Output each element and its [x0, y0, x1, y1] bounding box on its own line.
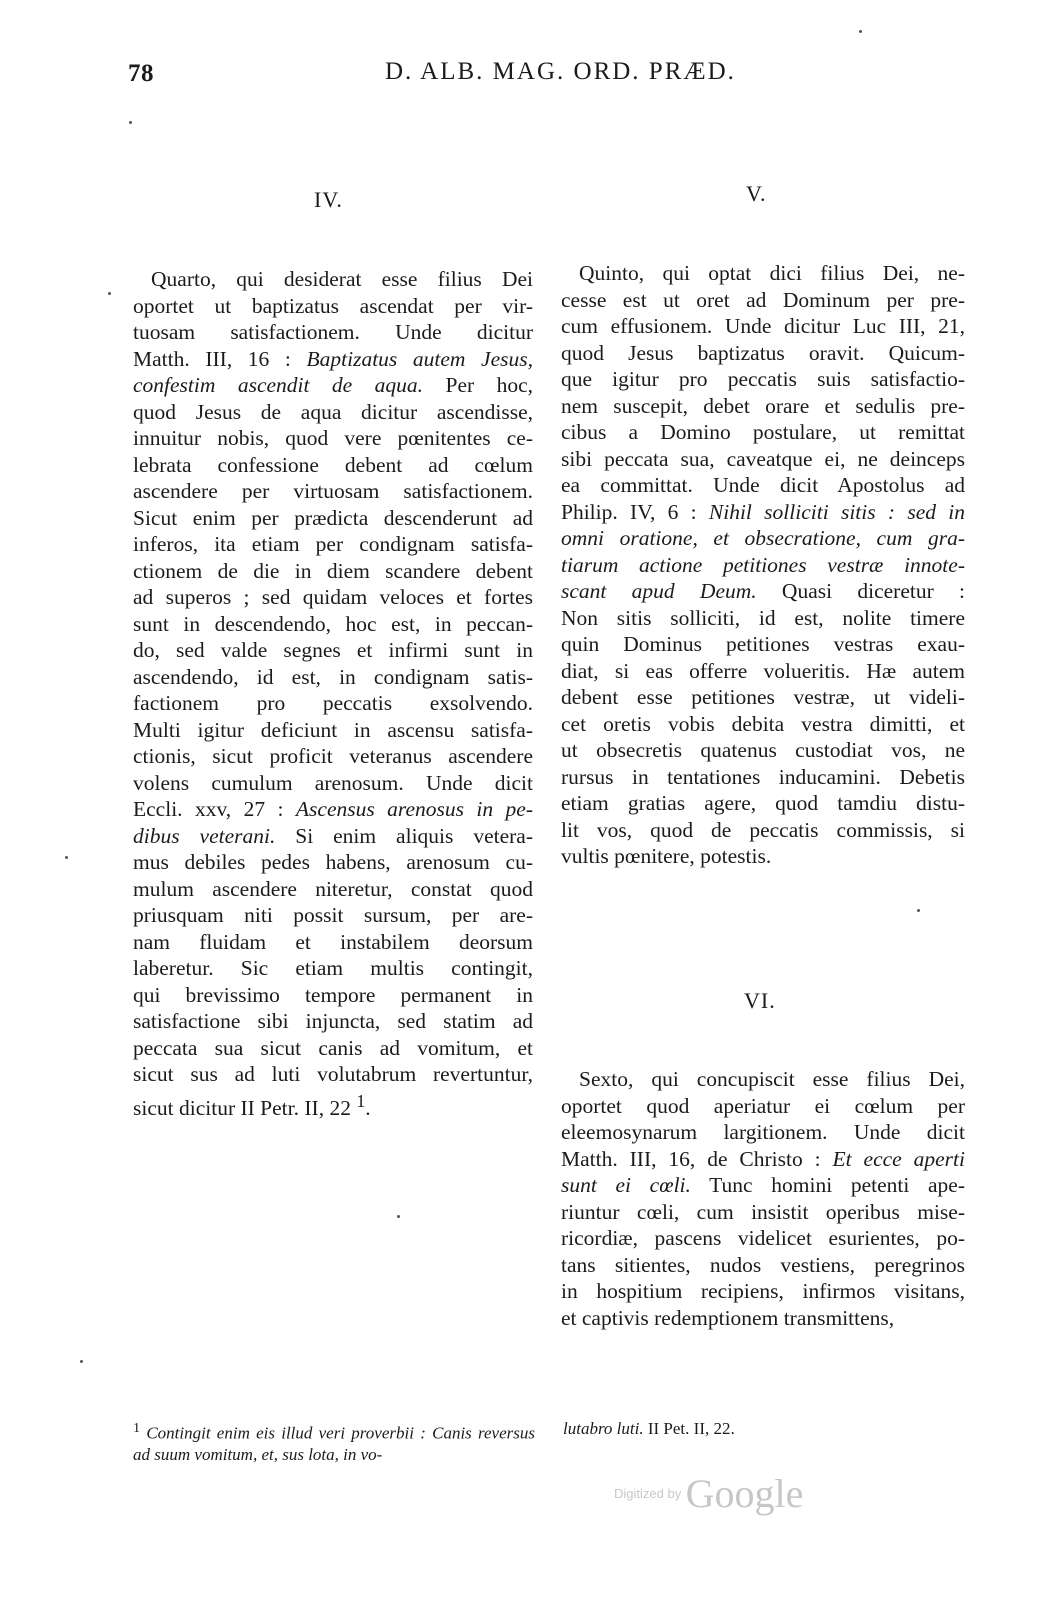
text-line: do, sed valde segnes et infirmi sunt in — [133, 638, 533, 662]
text-line: et captivis redemptionem transmittens, — [561, 1305, 895, 1330]
section-numeral-vi: VI. — [744, 988, 776, 1013]
text-line: debent esse petitiones vestræ, ut videli- — [561, 685, 965, 709]
watermark-prefix: Digitized by — [614, 1486, 682, 1501]
text-line: omni oratione, et obsecratione, cum gra- — [561, 526, 965, 550]
text-line: tiarum actione petitiones vestræ innote- — [561, 552, 965, 577]
google-watermark — [614, 1470, 803, 1517]
page-number: 78 — [128, 60, 154, 87]
text-line: volens cumulum arenosum. Unde dicit — [133, 770, 533, 795]
text-line: ascendere per virtuosam satisfactionem. — [133, 479, 533, 503]
scan-speck — [80, 1360, 83, 1363]
text-line: cibus a Domino postulare, ut remittat — [561, 420, 965, 444]
text-line: dibus veterani. Si enim aliquis vetera- — [133, 823, 533, 848]
scan-speck — [859, 30, 862, 33]
scan-speck — [917, 909, 920, 912]
text-line: priusquam niti possit sursum, per are- — [133, 903, 533, 927]
section-numeral-iv: IV. — [314, 187, 343, 212]
section-vi-text — [561, 1066, 965, 1331]
scan-speck — [108, 292, 111, 295]
text-line: quod Jesus baptizatus oravit. Quicum- — [561, 340, 965, 365]
text-line: tans sitientes, nudos vestiens, peregrinos — [561, 1252, 965, 1277]
text-line: Sexto, qui concupiscit esse filius Dei, — [579, 1067, 965, 1091]
text-line: Eccli. xxv, 27 : Ascensus arenosus in pe- — [133, 797, 533, 821]
text-line: Non sitis solliciti, id est, nolite timere — [561, 605, 965, 630]
text-line: sunt ei cœli. Tunc homini petenti ape- — [561, 1173, 965, 1197]
text-line: Multi igitur deficiunt in ascensu satisfa- — [133, 717, 533, 742]
text-line: Quinto, qui optat dici filius Dei, ne- — [579, 261, 965, 285]
text-line: Quarto, qui desiderat esse filius Dei — [151, 267, 533, 291]
footnote-left: $^1$ Contingit enim eis illud veri proverbii : Canis reversus ad suum vomitum, et, sus lota, in vo- — [133, 1420, 535, 1464]
text-line: sunt in descendendo, hoc est, in peccan- — [133, 611, 533, 636]
text-line: laberetur. Sic etiam multis contingit, — [133, 956, 533, 980]
text-line: ricordiæ, pascens videlicet esurientes, po- — [561, 1226, 965, 1250]
text-line: in hospitium recipiens, infirmos visitans, — [561, 1279, 965, 1303]
text-line: que igitur pro peccatis suis satisfactio- — [561, 367, 965, 391]
text-line: satisfactione sibi injuncta, sed statim ad — [133, 1009, 533, 1033]
text-line: cum effusionem. Unde dicitur Luc III, 21, — [561, 314, 965, 338]
running-title: D. ALB. MAG. ORD. PRÆD. — [385, 58, 736, 85]
text-line: scant apud Deum. Quasi diceretur : — [561, 579, 965, 603]
text-line: ascendendo, id est, in condignam satis- — [133, 664, 533, 689]
text-line: sicut dicitur II Petr. II, 22 $^1$. — [133, 1090, 371, 1120]
text-line: mulum ascendere niteretur, constat quod — [133, 876, 533, 901]
google-logo: Google — [685, 1471, 804, 1516]
text-line: factionem pro peccatis exsolvendo. — [133, 691, 533, 715]
text-line: etiam gratias agere, quod tamdiu distu- — [561, 791, 965, 815]
text-line: ut obsecretis quatenus custodiat vos, ne — [561, 738, 965, 762]
text-line: qui brevissimo tempore permanent in — [133, 982, 533, 1007]
text-line: diat, si eas offerre volueritis. Hæ autem — [561, 658, 965, 683]
text-line: oportet ut baptizatus ascendat per vir- — [133, 293, 533, 318]
text-line: nam fluidam et instabilem deorsum — [133, 929, 533, 954]
text-line: sicut sus ad luti volutabrum revertuntur, — [133, 1062, 533, 1086]
scan-speck — [129, 121, 132, 124]
text-line: confestim ascendit de aqua. Per hoc, — [133, 373, 534, 397]
text-line: inferos, ita etiam per condignam satisfa- — [133, 532, 533, 556]
text-line: ea committat. Unde dicit Apostolus ad — [561, 473, 965, 497]
text-line: oportet quod aperiatur ei cœlum per — [561, 1093, 965, 1118]
text-line: quin Dominus petitiones vestras exau- — [561, 632, 965, 656]
text-line: riuntur cœli, cum insistit operibus mise- — [561, 1199, 965, 1224]
text-line: ad superos ; sed quidam veloces et fortes — [133, 585, 533, 609]
scan-speck — [397, 1215, 400, 1218]
footnote-right: lutabro luti. II Pet. II, 22. — [563, 1419, 735, 1438]
text-line: innuitur nobis, quod vere pœnitentes ce- — [133, 426, 533, 450]
text-line: ctionis, sicut proficit veteranus ascendere — [133, 744, 533, 768]
text-line: Sicut enim per prædicta descenderunt ad — [133, 505, 533, 530]
text-line: quod Jesus de aqua dicitur ascendisse, — [133, 399, 533, 424]
text-line: cet oretis vobis debita vestra dimitti, et — [561, 711, 965, 736]
text-line: cesse est ut oret ad Dominum per pre- — [561, 287, 965, 312]
text-line: ctionem de die in diem scandere debent — [133, 558, 533, 583]
text-line: lebrata confessione debent ad cœlum — [133, 452, 533, 477]
text-line: mus debiles pedes habens, arenosum cu- — [133, 850, 533, 874]
text-line: Matth. III, 16, de Christo : Et ecce aperti — [561, 1146, 965, 1171]
text-line: nem suscepit, debet orare et sedulis pre- — [561, 393, 965, 418]
text-line: vultis pœnitere, potestis. — [561, 844, 772, 868]
text-line: Philip. IV, 6 : Nihil solliciti sitis : sed in — [561, 499, 965, 524]
text-line: lit vos, quod de peccatis commissis, si — [561, 817, 965, 842]
text-line: eleemosynarum largitionem. Unde dicit — [561, 1120, 965, 1144]
scan-speck — [65, 856, 68, 859]
text-line: peccata sua sicut canis ad vomitum, et — [133, 1035, 533, 1060]
section-v-text — [561, 260, 965, 870]
text-line: rursus in tentationes inducamini. Debetis — [561, 764, 965, 789]
section-numeral-v: V. — [746, 181, 767, 206]
section-iv-text — [133, 266, 533, 1121]
text-line: tuosam satisfactionem. Unde dicitur — [133, 320, 533, 344]
text-line: sibi peccata sua, caveatque ei, ne deinceps — [561, 446, 965, 471]
text-line: Matth. III, 16 : Baptizatus autem Jesus, — [133, 346, 533, 371]
